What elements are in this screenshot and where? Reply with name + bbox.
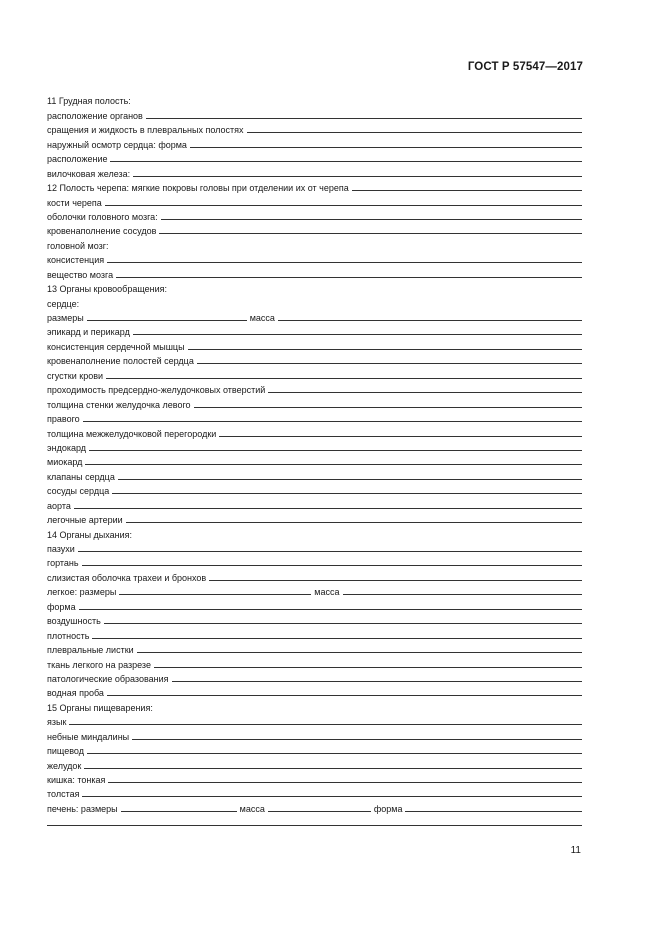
form-line	[47, 424, 582, 438]
field-label: язык	[47, 717, 67, 728]
form-line	[47, 150, 582, 164]
field-label: желудок	[47, 760, 82, 771]
answer-field[interactable]	[268, 811, 371, 812]
answer-field[interactable]	[343, 594, 583, 595]
form-line	[47, 366, 582, 380]
form-line	[47, 698, 582, 712]
page-number: 11	[570, 845, 581, 856]
form-line	[47, 641, 582, 655]
answer-field[interactable]	[104, 623, 582, 624]
field-label: клапаны сердца	[47, 471, 115, 482]
form-body	[47, 92, 582, 828]
answer-field[interactable]	[85, 464, 582, 465]
field-label: оболочки головного мозга:	[47, 211, 158, 222]
field-label: 12 Полость черепа: мягкие покровы головы при отделении их от черепа	[47, 183, 349, 194]
answer-field[interactable]	[118, 479, 582, 480]
field-label: масса	[249, 313, 275, 323]
field-label: ткань легкого на разрезе	[47, 659, 151, 670]
form-line	[47, 626, 582, 640]
field-label: масса	[314, 587, 340, 598]
field-label: толстая	[47, 789, 80, 800]
form-line	[47, 496, 582, 510]
form-line	[47, 222, 582, 236]
field-label: 11 Грудная полость:	[47, 96, 131, 107]
field-label: аорта	[47, 500, 71, 511]
form-line	[47, 583, 582, 597]
answer-field[interactable]	[209, 580, 582, 581]
form-line	[47, 92, 582, 106]
form-line	[47, 655, 582, 669]
form-line	[47, 121, 582, 135]
field-label: эндокард	[47, 442, 87, 453]
field-label: 14 Органы дыхания:	[47, 529, 133, 540]
form-line	[47, 179, 582, 193]
form-line	[47, 265, 582, 279]
field-label: 13 Органы кровообращения:	[47, 284, 168, 295]
field-label: расположение	[47, 154, 108, 165]
answer-field[interactable]	[126, 522, 582, 523]
field-label: форма	[47, 601, 76, 612]
answer-field[interactable]	[119, 594, 311, 595]
answer-field[interactable]	[278, 320, 582, 321]
field-label: 15 Органы пищеварения:	[47, 702, 153, 713]
form-line	[47, 337, 582, 351]
form-line	[47, 395, 582, 409]
field-label: легочные артерии	[47, 515, 123, 526]
form-line	[47, 164, 582, 178]
form-line	[47, 511, 582, 525]
form-line	[47, 525, 582, 539]
answer-field[interactable]	[89, 450, 582, 451]
field-label: проходимость предсердно-желудочковых отверстий	[47, 385, 266, 396]
field-label: сгустки крови	[47, 370, 104, 381]
field-label: печень: размеры	[47, 803, 118, 814]
field-label: водная проба	[47, 688, 104, 699]
form-line	[47, 670, 582, 684]
form-line	[47, 381, 582, 395]
field-label: правого	[47, 414, 80, 425]
field-label: легкое: размеры	[47, 587, 117, 598]
field-label: масса	[239, 803, 265, 814]
form-line	[47, 540, 582, 554]
form-line	[47, 814, 582, 828]
field-label: кровенаполнение полостей сердца	[47, 356, 194, 367]
answer-field[interactable]	[106, 378, 582, 379]
answer-field[interactable]	[172, 681, 583, 682]
field-label: пищевод	[47, 746, 84, 757]
answer-field[interactable]	[133, 334, 582, 335]
form-line	[47, 597, 582, 611]
field-label: плевральные листки	[47, 645, 134, 656]
answer-field[interactable]	[47, 825, 582, 826]
answer-field[interactable]	[132, 739, 582, 740]
field-label: плотность	[47, 630, 90, 641]
field-label: вещество мозга	[47, 269, 114, 280]
field-label: пазухи	[47, 544, 75, 554]
field-label: форма	[373, 803, 403, 814]
form-line	[47, 280, 582, 294]
answer-field[interactable]	[146, 118, 582, 119]
answer-field[interactable]	[137, 652, 582, 653]
form-line	[47, 236, 582, 250]
document-code: ГОСТ Р 57547—2017	[467, 61, 583, 73]
form-line	[47, 323, 582, 337]
answer-field[interactable]	[159, 233, 582, 234]
form-line	[47, 309, 582, 323]
answer-field[interactable]	[108, 782, 582, 783]
form-line	[47, 684, 582, 698]
field-label: сердце:	[47, 298, 80, 309]
form-line	[47, 208, 582, 222]
answer-field[interactable]	[82, 565, 582, 566]
field-label: слизистая оболочка трахеи и бронхов	[47, 572, 207, 583]
answer-field[interactable]	[133, 176, 582, 177]
answer-field[interactable]	[161, 219, 582, 220]
form-line	[47, 106, 582, 120]
answer-field[interactable]	[78, 551, 582, 552]
answer-field[interactable]	[79, 609, 582, 610]
answer-field[interactable]	[188, 349, 582, 350]
answer-field[interactable]	[69, 724, 582, 725]
answer-field[interactable]	[219, 436, 582, 437]
field-label: небные миндалины	[47, 731, 130, 742]
form-line	[47, 612, 582, 626]
field-label: размеры	[47, 313, 84, 323]
form-line	[47, 453, 582, 467]
field-label: консистенция	[47, 255, 105, 266]
form-line	[47, 568, 582, 582]
form-line	[47, 251, 582, 265]
form-line	[47, 352, 582, 366]
form-line	[47, 467, 582, 481]
form-line	[47, 482, 582, 496]
field-label: кровенаполнение сосудов	[47, 226, 157, 237]
form-line	[47, 727, 582, 741]
answer-field[interactable]	[268, 392, 582, 393]
field-label: миокард	[47, 457, 83, 468]
answer-field[interactable]	[405, 811, 582, 812]
form-line	[47, 785, 582, 799]
form-line	[47, 410, 582, 424]
answer-field[interactable]	[87, 753, 582, 754]
answer-field[interactable]	[352, 190, 582, 191]
form-line	[47, 713, 582, 727]
form-line	[47, 439, 582, 453]
form-line	[47, 756, 582, 770]
form-line	[47, 554, 582, 568]
answer-field[interactable]	[107, 695, 582, 696]
field-label: толщина межжелудочковой перегородки	[47, 428, 217, 439]
answer-field[interactable]	[121, 811, 237, 812]
field-label: вилочковая железа:	[47, 168, 131, 179]
field-label: сращения и жидкость в плевральных полостях	[47, 125, 244, 136]
field-label: кишка: тонкая	[47, 775, 106, 785]
answer-field[interactable]	[92, 638, 582, 639]
answer-field[interactable]	[107, 262, 582, 263]
field-label: толщина стенки желудочка левого	[47, 399, 191, 410]
form-line	[47, 742, 582, 756]
field-label: эпикард и перикард	[47, 327, 130, 338]
field-label: наружный осмотр сердца: форма	[47, 139, 187, 150]
field-label: гортань	[47, 558, 79, 569]
answer-field[interactable]	[154, 667, 582, 668]
answer-field[interactable]	[190, 147, 582, 148]
answer-field[interactable]	[110, 161, 582, 162]
field-label: кости черепа	[47, 197, 102, 208]
field-label: головной мозг:	[47, 240, 109, 251]
answer-field[interactable]	[197, 363, 582, 364]
field-label: сосуды сердца	[47, 486, 110, 497]
form-line	[47, 193, 582, 207]
answer-field[interactable]	[82, 796, 582, 797]
field-label: патологические образования	[47, 673, 169, 684]
form-line	[47, 799, 582, 813]
answer-field[interactable]	[83, 421, 582, 422]
field-label: расположение органов	[47, 110, 143, 121]
form-line	[47, 135, 582, 149]
answer-field[interactable]	[84, 768, 582, 769]
answer-field[interactable]	[105, 205, 582, 206]
form-line	[47, 294, 582, 308]
answer-field[interactable]	[74, 508, 582, 509]
answer-field[interactable]	[194, 407, 582, 408]
answer-field[interactable]	[87, 320, 247, 321]
field-label: воздушность	[47, 616, 101, 627]
answer-field[interactable]	[116, 277, 582, 278]
answer-field[interactable]	[247, 132, 583, 133]
field-label: консистенция сердечной мышцы	[47, 341, 185, 352]
answer-field[interactable]	[112, 493, 582, 494]
form-line	[47, 771, 582, 785]
